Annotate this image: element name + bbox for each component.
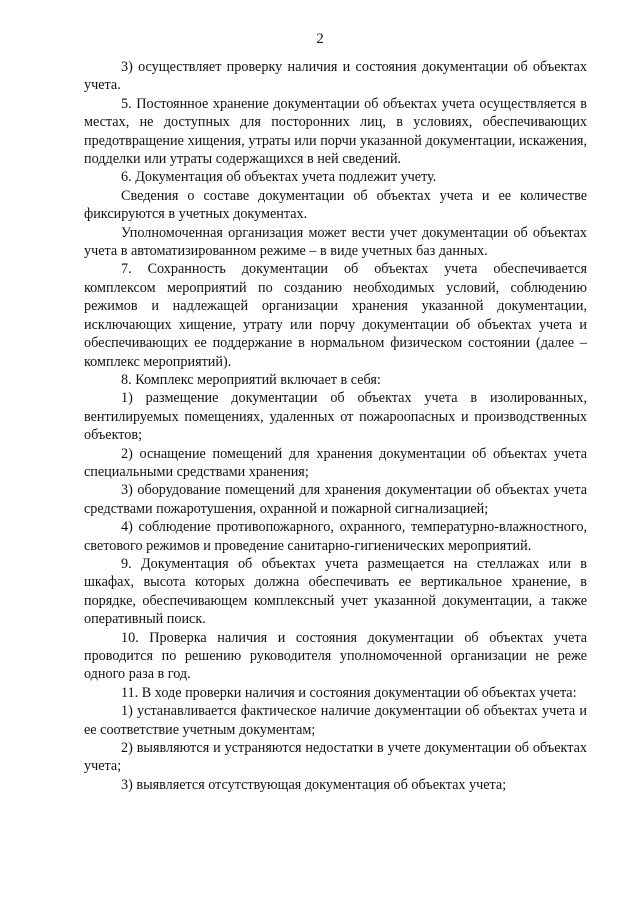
paragraph-9-shelving: 9. Документация об объектах учета размещается на стеллажах или в шкафах, высота которых должна обеспечивать ее вертикальное хранение, в порядке, обеспечивающем комплексный учет указанной документации, а также оперативный поиск. [84,555,587,628]
page-number: 2 [316,31,324,47]
paragraph-5-storage: 5. Постоянное хранение документации об объектах учета осуществляется в местах, не доступных для посторонних лиц, в условиях, обеспечивающих предотвращение хищения, утраты или порчи указанной документации, искажения, подделки или утраты содержащихся в ней сведений. [84,95,587,168]
paragraph-6-records: Сведения о составе документации об объектах учета и ее количестве фиксируются в учетных документах. [84,187,587,223]
paragraph-11-item-3: 3) выявляется отсутствующая документация об объектах учета; [121,776,507,793]
paragraph-7-safety: 7. Сохранность документации об объектах учета обеспечивается комплексом мероприятий по созданию необходимых условий, соблюдению режимов и надлежащей организации хранения указанной документации, исключающих хищение, утрату или порчу документации об объектах учета и обеспечивающих ее поддержание в нормальном физическом состоянии (далее – комплекс мероприятий). [84,261,587,370]
paragraph-8-item-2: 2) оснащение помещений для хранения документации об объектах учета специальными средствами хранения; [84,445,587,480]
paragraph-11-item-1: 1) устанавливается фактическое наличие документации об объектах учета и ее соответствие учетным документам; [84,703,587,738]
paragraph-11-item-2: 2) выявляются и устраняются недостатки в учете документации об объектах учета; [84,740,587,775]
paragraph-11-during-inspection: 11. В ходе проверки наличия и состояния документации об объектах учета: [121,684,577,701]
paragraph-6-accounting: 6. Документация об объектах учета подлежит учету. [121,169,437,186]
paragraph-8-item-4: 4) соблюдение противопожарного, охранного, температурно-влажностного, светового режимов и проведение санитарно-гигиенических мероприятий. [84,519,587,554]
paragraph-6-automated: Уполномоченная организация может вести учет документации об объектах учета в автоматизированном режиме – в виде учетных баз данных. [84,224,587,260]
paragraph-10-inspection: 10. Проверка наличия и состояния документации об объектах учета проводится по решению руководителя уполномоченной организации не реже одного раза в год. [84,629,587,683]
paragraph-8-item-1: 1) размещение документации об объектах учета в изолированных, вентилируемых помещениях, удаленных от пожароопасных и производственных объектов; [84,390,587,444]
paragraph-1-3-check: 3) осуществляет проверку наличия и состояния документации об объектах учета. [84,59,587,94]
paragraph-8-item-3: 3) оборудование помещений для хранения документации об объектах учета средствами пожаротушения, охранной и пожарной сигнализацией; [84,482,587,517]
document-body [84,58,587,794]
paragraph-8-measures: 8. Комплекс мероприятий включает в себя: [121,371,381,388]
